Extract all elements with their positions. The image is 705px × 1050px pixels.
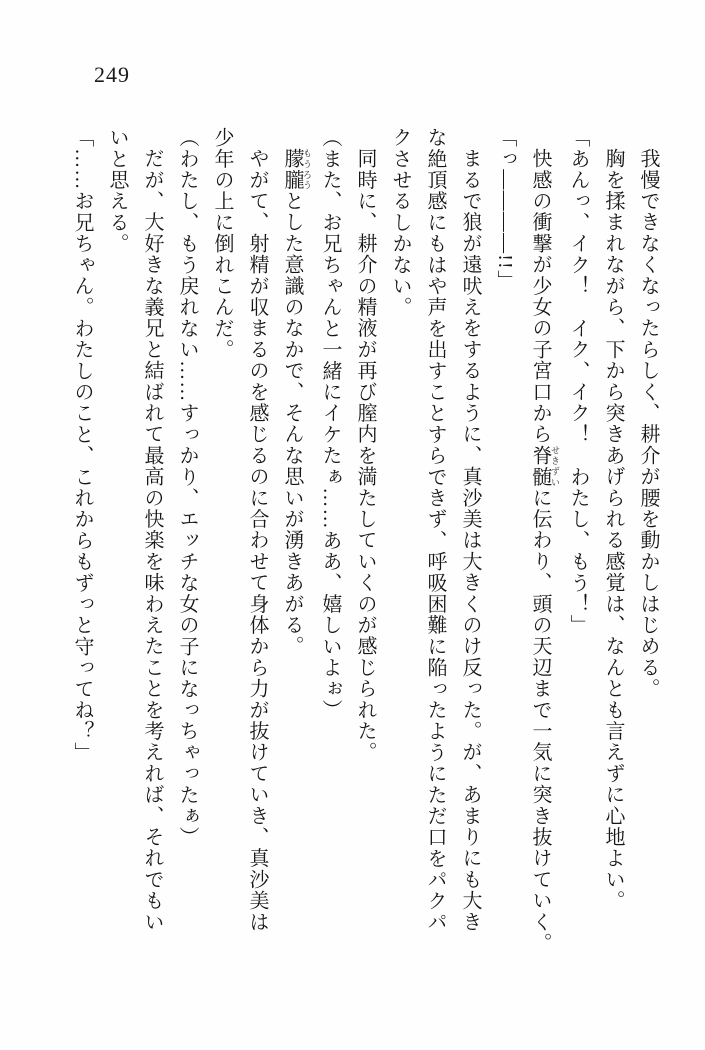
text-line: （わたし、もう戻れない……すっかり、エッチな女の子になっちゃったぁ） — [176, 127, 198, 848]
text-line: 我慢できなくなったらしく、耕介が腰を動かしはじめる。 — [637, 148, 659, 700]
text-line: 「あんっ、イク！ イク、イク！ わたし、もう！」 — [567, 127, 589, 636]
text-line: 同時に、耕介の精液が再び膣内を満たしていくのが感じられた。 — [354, 148, 376, 763]
vertical-text-block — [64, 127, 665, 965]
ruby-annotated-word: 朦朧 もうろう — [281, 148, 312, 191]
page-number: 249 — [94, 62, 130, 87]
text-line: 快感の衝撃が少女の子宮口から脊髄 せきずいに伝わり、頭の天辺まで一気に突き抜けていく。 — [529, 148, 560, 954]
text-line: だが、大好きな義兄と結ばれて最高の快楽を味わえたことを考えれば、それでもい — [141, 148, 163, 933]
text-line: クさせるしかない。 — [389, 127, 411, 318]
text-line: まるで狼が遠吠えをするように、真沙美は大きくのけ反った。が、あまりにも大き — [459, 148, 481, 933]
text-line: 胸を揉まれながら、下から突きあげられる感覚は、なんとも言えずに心地よい。 — [602, 148, 624, 912]
text-line: （また、お兄ちゃんと一緒にイケたぁ……ああ、嬉しいよぉ） — [319, 127, 341, 721]
text-line: 「っ――――!!」 — [494, 127, 516, 292]
text-line: 少年の上に倒れこんだ。 — [211, 127, 233, 361]
text-line: な絶頂感にもはや声を出すことすらできず、呼吸困難に陥ったようにただ口をパクパ — [424, 127, 446, 933]
text-line: 「……お兄ちゃん。わたしのこと、これからもずっと守ってね？」 — [71, 127, 93, 763]
ruby-annotated-word: 脊髄 せきずい — [529, 444, 560, 488]
text-line: いと思える。 — [106, 127, 128, 255]
text-line: やがて、射精が収まるのを感じるのに合わせて身体から力が抜けていき、真沙美は — [246, 148, 268, 933]
text-line: 朦朧 もうろうとした意識のなかで、そんな思いが湧きあがる。 — [281, 148, 312, 657]
